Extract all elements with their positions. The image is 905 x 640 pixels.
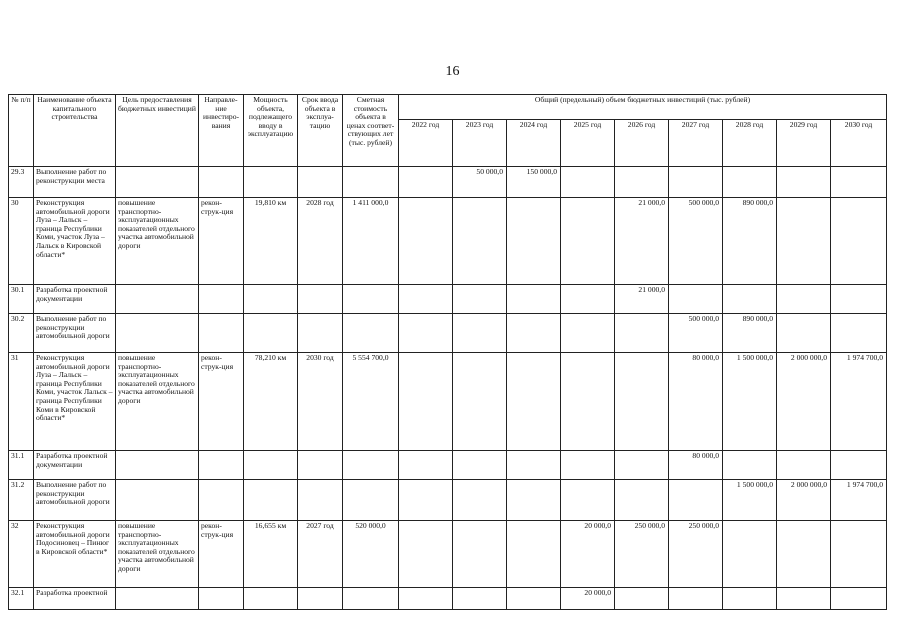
header-estimate: Сметная стоимость объекта в ценах соответ-ствующих лет (тыс. рублей) bbox=[343, 95, 399, 167]
cell-year-value bbox=[399, 451, 453, 480]
cell-year-value bbox=[399, 353, 453, 451]
cell-term bbox=[298, 588, 343, 610]
cell-year-value: 2 000 000,0 bbox=[777, 353, 831, 451]
cell-goal: повышение транспортно-эксплуатационных показателей отдельного участка автомобильной дороги bbox=[116, 198, 199, 285]
cell-year-value bbox=[615, 167, 669, 198]
cell-year-value: 250 000,0 bbox=[615, 521, 669, 588]
cell-year-value bbox=[453, 285, 507, 314]
cell-goal bbox=[116, 314, 199, 353]
cell-year-value bbox=[507, 451, 561, 480]
cell-year-value: 890 000,0 bbox=[723, 314, 777, 353]
cell-year-value bbox=[831, 451, 887, 480]
cell-year-value bbox=[399, 480, 453, 521]
cell-num: 31.1 bbox=[9, 451, 34, 480]
cell-year-value bbox=[561, 314, 615, 353]
header-year: 2030 год bbox=[831, 120, 887, 167]
cell-capacity bbox=[244, 588, 298, 610]
cell-year-value: 500 000,0 bbox=[669, 198, 723, 285]
cell-year-value: 50 000,0 bbox=[453, 167, 507, 198]
cell-year-value bbox=[453, 314, 507, 353]
cell-capacity bbox=[244, 285, 298, 314]
cell-capacity: 19,810 км bbox=[244, 198, 298, 285]
header-investment-total: Общий (предельный) объем бюджетных инвестиций (тыс. рублей) bbox=[399, 95, 887, 120]
cell-name: Реконструкция автомобильной дороги Луза – Лальск – граница Республики Коми, участок Луза – Лальск в Кировской области* bbox=[34, 198, 116, 285]
header-num: № п/п bbox=[9, 95, 34, 167]
cell-year-value bbox=[831, 198, 887, 285]
table-row bbox=[9, 480, 887, 521]
cell-name: Разработка проектной документации bbox=[34, 451, 116, 480]
cell-year-value bbox=[831, 285, 887, 314]
cell-year-value bbox=[507, 198, 561, 285]
cell-year-value bbox=[831, 167, 887, 198]
cell-name: Реконструкция автомобильной дороги Луза – Лальск – граница Республики Коми, участок Лальск – граница Республики Коми в Кировской области* bbox=[34, 353, 116, 451]
table-row bbox=[9, 451, 887, 480]
cell-name: Выполнение работ по реконструкции автомобильной дороги bbox=[34, 480, 116, 521]
cell-goal bbox=[116, 167, 199, 198]
cell-year-value: 1 500 000,0 bbox=[723, 480, 777, 521]
cell-year-value bbox=[777, 521, 831, 588]
cell-goal: повышение транспортно-эксплуатационных показателей отдельного участка автомобильной дороги bbox=[116, 353, 199, 451]
cell-year-value bbox=[777, 588, 831, 610]
cell-year-value bbox=[669, 480, 723, 521]
cell-year-value bbox=[561, 167, 615, 198]
cell-capacity bbox=[244, 314, 298, 353]
cell-direction: рекон-струк-ция bbox=[199, 353, 244, 451]
cell-goal bbox=[116, 480, 199, 521]
cell-year-value bbox=[669, 167, 723, 198]
cell-num: 30.2 bbox=[9, 314, 34, 353]
cell-term: 2030 год bbox=[298, 353, 343, 451]
cell-term bbox=[298, 451, 343, 480]
cell-direction bbox=[199, 285, 244, 314]
cell-year-value bbox=[669, 588, 723, 610]
cell-goal bbox=[116, 451, 199, 480]
table-row bbox=[9, 353, 887, 451]
header-year: 2028 год bbox=[723, 120, 777, 167]
cell-year-value bbox=[453, 588, 507, 610]
header-year: 2023 год bbox=[453, 120, 507, 167]
cell-capacity bbox=[244, 167, 298, 198]
header-direction: Направле-ние инвестиро-вания bbox=[199, 95, 244, 167]
header-year: 2026 год bbox=[615, 120, 669, 167]
cell-year-value: 21 000,0 bbox=[615, 285, 669, 314]
cell-capacity bbox=[244, 480, 298, 521]
cell-year-value: 1 974 700,0 bbox=[831, 353, 887, 451]
table-row bbox=[9, 285, 887, 314]
cell-name: Реконструкция автомобильной дороги Подосиновец – Пинюг в Кировской области* bbox=[34, 521, 116, 588]
cell-year-value bbox=[399, 167, 453, 198]
cell-year-value bbox=[453, 480, 507, 521]
cell-direction: рекон-струк-ция bbox=[199, 198, 244, 285]
cell-year-value bbox=[453, 353, 507, 451]
cell-year-value bbox=[399, 588, 453, 610]
cell-goal bbox=[116, 588, 199, 610]
cell-term: 2027 год bbox=[298, 521, 343, 588]
header-year: 2022 год bbox=[399, 120, 453, 167]
cell-year-value: 80 000,0 bbox=[669, 451, 723, 480]
cell-year-value bbox=[615, 480, 669, 521]
table-row bbox=[9, 167, 887, 198]
cell-name: Разработка проектной документации bbox=[34, 285, 116, 314]
cell-year-value bbox=[507, 480, 561, 521]
header-year: 2025 год bbox=[561, 120, 615, 167]
table-row bbox=[9, 198, 887, 285]
cell-year-value: 1 500 000,0 bbox=[723, 353, 777, 451]
cell-year-value bbox=[615, 451, 669, 480]
cell-year-value bbox=[615, 314, 669, 353]
cell-direction bbox=[199, 451, 244, 480]
cell-year-value bbox=[723, 521, 777, 588]
cell-year-value: 21 000,0 bbox=[615, 198, 669, 285]
cell-direction bbox=[199, 588, 244, 610]
cell-year-value bbox=[561, 198, 615, 285]
page-number: 16 bbox=[445, 64, 460, 79]
cell-year-value bbox=[453, 451, 507, 480]
cell-year-value bbox=[453, 521, 507, 588]
cell-year-value bbox=[561, 353, 615, 451]
cell-year-value bbox=[507, 353, 561, 451]
cell-term bbox=[298, 314, 343, 353]
budget-investment-table bbox=[8, 94, 887, 610]
cell-num: 32.1 bbox=[9, 588, 34, 610]
cell-year-value bbox=[615, 588, 669, 610]
cell-capacity: 16,655 км bbox=[244, 521, 298, 588]
cell-estimate: 1 411 000,0 bbox=[343, 198, 399, 285]
cell-term bbox=[298, 285, 343, 314]
header-year: 2027 год bbox=[669, 120, 723, 167]
header-year: 2029 год bbox=[777, 120, 831, 167]
cell-estimate: 5 554 700,0 bbox=[343, 353, 399, 451]
cell-year-value bbox=[399, 198, 453, 285]
cell-year-value bbox=[507, 588, 561, 610]
cell-year-value bbox=[831, 314, 887, 353]
cell-capacity bbox=[244, 451, 298, 480]
cell-year-value bbox=[507, 285, 561, 314]
cell-year-value bbox=[507, 314, 561, 353]
cell-year-value bbox=[669, 285, 723, 314]
cell-num: 29.3 bbox=[9, 167, 34, 198]
cell-num: 31.2 bbox=[9, 480, 34, 521]
cell-year-value bbox=[777, 451, 831, 480]
cell-year-value bbox=[831, 521, 887, 588]
cell-estimate bbox=[343, 167, 399, 198]
cell-year-value bbox=[777, 167, 831, 198]
header-goal: Цель предоставления бюджетных инвестиций bbox=[116, 95, 199, 167]
cell-year-value: 2 000 000,0 bbox=[777, 480, 831, 521]
cell-year-value bbox=[399, 521, 453, 588]
cell-estimate bbox=[343, 451, 399, 480]
cell-estimate bbox=[343, 480, 399, 521]
cell-year-value bbox=[399, 285, 453, 314]
cell-year-value bbox=[831, 588, 887, 610]
cell-year-value: 20 000,0 bbox=[561, 588, 615, 610]
cell-num: 32 bbox=[9, 521, 34, 588]
cell-year-value: 500 000,0 bbox=[669, 314, 723, 353]
cell-year-value: 150 000,0 bbox=[507, 167, 561, 198]
cell-year-value bbox=[507, 521, 561, 588]
cell-name: Выполнение работ по реконструкции автомобильной дороги bbox=[34, 314, 116, 353]
table-body bbox=[9, 167, 887, 610]
cell-direction bbox=[199, 314, 244, 353]
cell-term bbox=[298, 480, 343, 521]
cell-goal: повышение транспортно-эксплуатационных показателей отдельного участка автомобильной дороги bbox=[116, 521, 199, 588]
cell-direction bbox=[199, 480, 244, 521]
cell-year-value bbox=[723, 451, 777, 480]
table-row bbox=[9, 588, 887, 610]
cell-year-value bbox=[561, 480, 615, 521]
cell-year-value bbox=[777, 314, 831, 353]
cell-year-value: 1 974 700,0 bbox=[831, 480, 887, 521]
cell-year-value bbox=[777, 198, 831, 285]
cell-goal bbox=[116, 285, 199, 314]
cell-direction bbox=[199, 167, 244, 198]
table-row bbox=[9, 314, 887, 353]
cell-year-value bbox=[399, 314, 453, 353]
table-header bbox=[9, 95, 887, 167]
cell-year-value: 250 000,0 bbox=[669, 521, 723, 588]
header-capacity: Мощность объекта, подлежащего вводу в эксплуатацию bbox=[244, 95, 298, 167]
cell-year-value: 80 000,0 bbox=[669, 353, 723, 451]
cell-year-value bbox=[453, 198, 507, 285]
cell-year-value bbox=[561, 451, 615, 480]
cell-year-value bbox=[723, 588, 777, 610]
cell-estimate bbox=[343, 588, 399, 610]
cell-num: 31 bbox=[9, 353, 34, 451]
cell-year-value bbox=[561, 285, 615, 314]
cell-name: Выполнение работ по реконструкции места bbox=[34, 167, 116, 198]
cell-year-value: 890 000,0 bbox=[723, 198, 777, 285]
cell-name: Разработка проектной bbox=[34, 588, 116, 610]
cell-capacity: 78,210 км bbox=[244, 353, 298, 451]
cell-estimate bbox=[343, 314, 399, 353]
cell-term bbox=[298, 167, 343, 198]
cell-num: 30.1 bbox=[9, 285, 34, 314]
cell-year-value bbox=[615, 353, 669, 451]
header-term: Срок ввода объекта в эксплуа-тацию bbox=[298, 95, 343, 167]
cell-year-value bbox=[723, 167, 777, 198]
table-row bbox=[9, 521, 887, 588]
cell-year-value bbox=[723, 285, 777, 314]
cell-estimate: 520 000,0 bbox=[343, 521, 399, 588]
cell-term: 2028 год bbox=[298, 198, 343, 285]
cell-estimate bbox=[343, 285, 399, 314]
cell-year-value bbox=[777, 285, 831, 314]
header-year: 2024 год bbox=[507, 120, 561, 167]
cell-num: 30 bbox=[9, 198, 34, 285]
cell-direction: рекон-струк-ция bbox=[199, 521, 244, 588]
header-name: Наименование объекта капитального строительства bbox=[34, 95, 116, 167]
cell-year-value: 20 000,0 bbox=[561, 521, 615, 588]
